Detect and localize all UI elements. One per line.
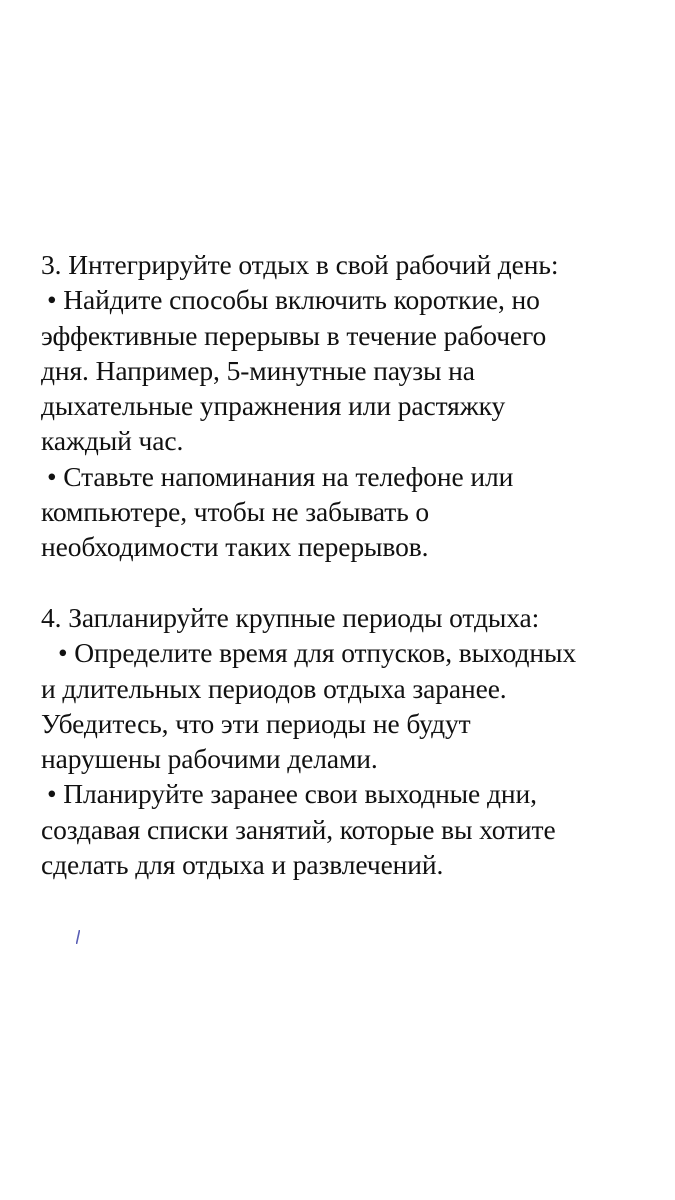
bullet-line: • Определите время для отпусков, выходных [58,637,576,669]
body-line: Убедитесь, что эти периоды не будут [41,707,471,739]
body-line: и длительных периодов отдыха заранее. [41,672,507,704]
body-line: необходимости таких перерывов. [41,531,429,563]
body-line: дня. Например, 5-минутные паузы на [41,354,475,386]
section-heading: 3. Интегрируйте отдых в свой рабочий день: [41,249,559,280]
pen-stroke-mark [76,930,80,944]
section-4 [41,600,661,882]
body-line: сделать для отдыха и развлечений. [41,849,444,881]
document-body [41,247,661,882]
section-heading: 4. Запланируйте крупные периоды отдыха: [41,601,540,633]
body-line: создавая списки занятий, которые вы хотите [41,813,556,845]
body-line: нарушены рабочими делами. [41,743,378,775]
body-line: компьютере, чтобы не забывать о [41,496,430,528]
body-line: каждый час. [41,425,184,457]
body-line: дыхательные упражнения или растяжку [41,390,506,422]
bullet-line: • Планируйте заранее свои выходные дни, [47,778,537,810]
body-line: эффективные перерывы в течение рабочего [41,319,547,351]
bullet-line: • Ставьте напоминания на телефоне или [47,460,514,492]
section-gap [41,565,661,600]
section-3 [41,247,661,565]
bullet-line: • Найдите способы включить короткие, но [47,284,540,316]
